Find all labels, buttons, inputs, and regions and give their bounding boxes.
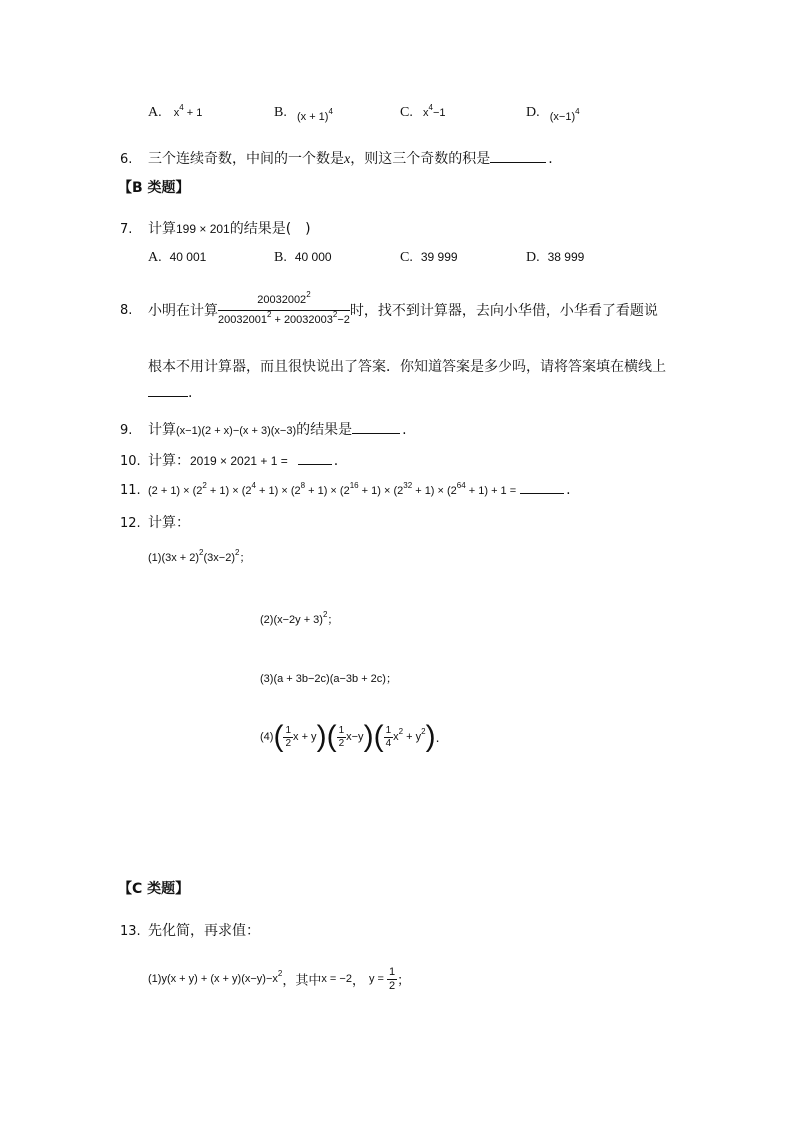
answer-blank[interactable]	[520, 493, 564, 494]
answer-blank[interactable]	[298, 464, 332, 465]
question-8-line3: .	[148, 385, 192, 401]
question-8: 8. 小明在计算 $\frac{20032002^2}{20032001^2 + 20032003^2-2}$ 时，找不到计算器，去向小华借，小华看了看题说	[120, 290, 658, 326]
q5-option-c: C. $x^4-1$	[400, 103, 446, 120]
q12-part-2: $(2)(x-2y + 3)^2$；	[260, 610, 339, 626]
question-12: 12. 计算：	[120, 515, 190, 531]
question-11: 11. $(2 + 1) \times (2^2 + 1) \times (2^4 + 1) \times (2^8 + 1) \times (2^{16} + 1) \times (2^{32} + 1) \times (2^{64} + 1) + 1$ = .	[120, 481, 571, 498]
q7-option-c: C. 39 999	[400, 250, 458, 265]
q7-option-a: A. 40 001	[148, 250, 207, 265]
answer-blank[interactable]	[148, 396, 188, 397]
q5-option-d: D. $_{(x-1)^4}$	[526, 105, 580, 123]
question-8-line2: 根本不用计算器，而且很快说出了答案．你知道答案是多少吗，请将答案填在横线上	[148, 359, 666, 375]
q7-option-b: B. 40 000	[274, 250, 332, 265]
question-6: 6. 三个连续奇数，中间的一个数是x，则这三个奇数的积是 .	[120, 151, 553, 167]
answer-blank[interactable]	[352, 433, 400, 434]
section-b-heading: 【B 类题】	[118, 180, 190, 196]
q12-part-3: (3)(a + 3b−2c)(a−3b + 2c)；	[260, 673, 397, 685]
section-c-heading: 【C 类题】	[118, 881, 190, 897]
question-13: 13. 先化简，再求值：	[120, 923, 260, 939]
q12-part-4: (4)( $\frac{1}{2}$ x + y)( $\frac{1}{2}$ x−y)( $\frac{1}{4}$ $x^2 + y^2$).	[260, 720, 440, 753]
question-7: 7. 计算199 × 201的结果是( )	[120, 221, 311, 237]
q7-option-d: D. 38 999	[526, 250, 585, 265]
q12-part-1: $(1)(3x + 2)^2(3x-2)^2$；	[148, 548, 251, 564]
q8-fraction: $\frac{20032002^2}{20032001^2 + 20032003^2-2}$	[218, 290, 350, 326]
q13-part-1: $(1)y(x + y) + (x + y)(x-y)-x^2$，其中x = −2， y = $\frac{1}{2}$ ；	[148, 966, 411, 992]
q5-option-b: B. $_{(x + 1)^4}$	[274, 105, 333, 123]
answer-blank[interactable]	[490, 162, 546, 163]
question-10: 10. 计算：2019 × 2021 + 1 = .	[120, 453, 339, 469]
q5-option-a: A. $x^4 + 1$	[148, 103, 203, 120]
question-9: 9. 计算(x−1)(2 + x)−(x + 3)(x−3)的结果是 .	[120, 422, 407, 438]
